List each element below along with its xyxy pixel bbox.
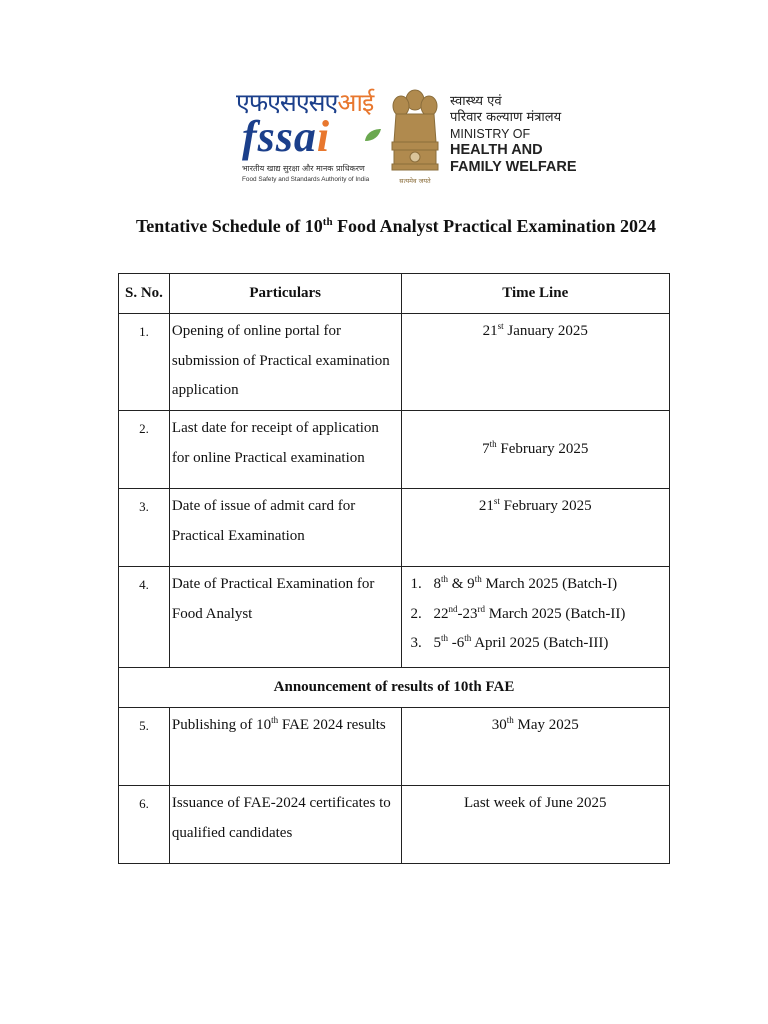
batch-item: 1. 8th & 9th March 2025 (Batch-I) [426, 570, 670, 600]
table-row [119, 786, 670, 864]
ashoka-emblem-icon [386, 84, 444, 176]
header-row [119, 274, 670, 314]
table-row [119, 411, 670, 489]
row-particulars: Date of issue of admit card for Practical Examination [169, 489, 401, 567]
row-timeline: Last week of June 2025 [401, 786, 670, 864]
header-timeline: Time Line [401, 274, 670, 314]
fssai-tagline-english: Food Safety and Standards Authority of India [242, 176, 370, 183]
header-sno: S. No. [119, 274, 170, 314]
row-particulars: Last date for receipt of application for online Practical examination [169, 411, 401, 489]
batch-item: 3. 5th -6th April 2025 (Batch-III) [426, 629, 670, 659]
ministry-hindi-line2: परिवार कल्याण मंत्रालय [450, 110, 562, 125]
table-row [119, 708, 670, 786]
emblem-motto: सत्यमेव जयते [399, 177, 431, 185]
announcement-heading: Announcement of results of 10th FAE [119, 668, 670, 708]
row-particulars: Opening of online portal for submission of Practical examination application [169, 314, 401, 411]
ministry-english-line2: HEALTH AND [450, 142, 543, 158]
announcement-row [119, 668, 670, 708]
row-timeline: 21st February 2025 [401, 489, 670, 567]
batch-item: 2. 22nd-23rd March 2025 (Batch-II) [426, 600, 670, 630]
row-particulars: Publishing of 10th FAE 2024 results [169, 708, 401, 786]
fssai-hindi-name: एफएसएसएआई [236, 88, 374, 117]
schedule-table [118, 273, 670, 864]
row-timeline: 30th May 2025 [401, 708, 670, 786]
row-sno: 1. [119, 314, 170, 411]
table-row [119, 314, 670, 411]
fssai-logo [236, 88, 386, 188]
row-sno: 3. [119, 489, 170, 567]
header-particulars: Particulars [169, 274, 401, 314]
fssai-tagline-hindi: भारतीय खाद्य सुरक्षा और मानक प्राधिकरण [242, 164, 365, 173]
national-emblem [386, 84, 444, 192]
ministry-logo [450, 94, 600, 176]
row-timeline [401, 567, 670, 668]
row-particulars: Date of Practical Examination for Food Analyst [169, 567, 401, 668]
fssai-wordmark: fssai [242, 112, 331, 161]
page-title: Tentative Schedule of 10th Food Analyst Practical Examination 2024 [135, 216, 657, 236]
table-row [119, 567, 670, 668]
table-row [119, 489, 670, 567]
row-particulars: Issuance of FAE-2024 certificates to qualified candidates [169, 786, 401, 864]
ministry-hindi-line1: स्वास्थ्य एवं [450, 94, 502, 109]
batch-list [402, 570, 670, 659]
ministry-english-line3: FAMILY WELFARE [450, 159, 577, 175]
row-sno: 5. [119, 708, 170, 786]
row-timeline: 7th February 2025 [401, 411, 670, 489]
row-sno: 2. [119, 411, 170, 489]
ministry-english-line1: MINISTRY OF [450, 127, 531, 141]
row-timeline: 21st January 2025 [401, 314, 670, 411]
leaf-icon [364, 128, 382, 142]
row-sno: 6. [119, 786, 170, 864]
row-sno: 4. [119, 567, 170, 668]
